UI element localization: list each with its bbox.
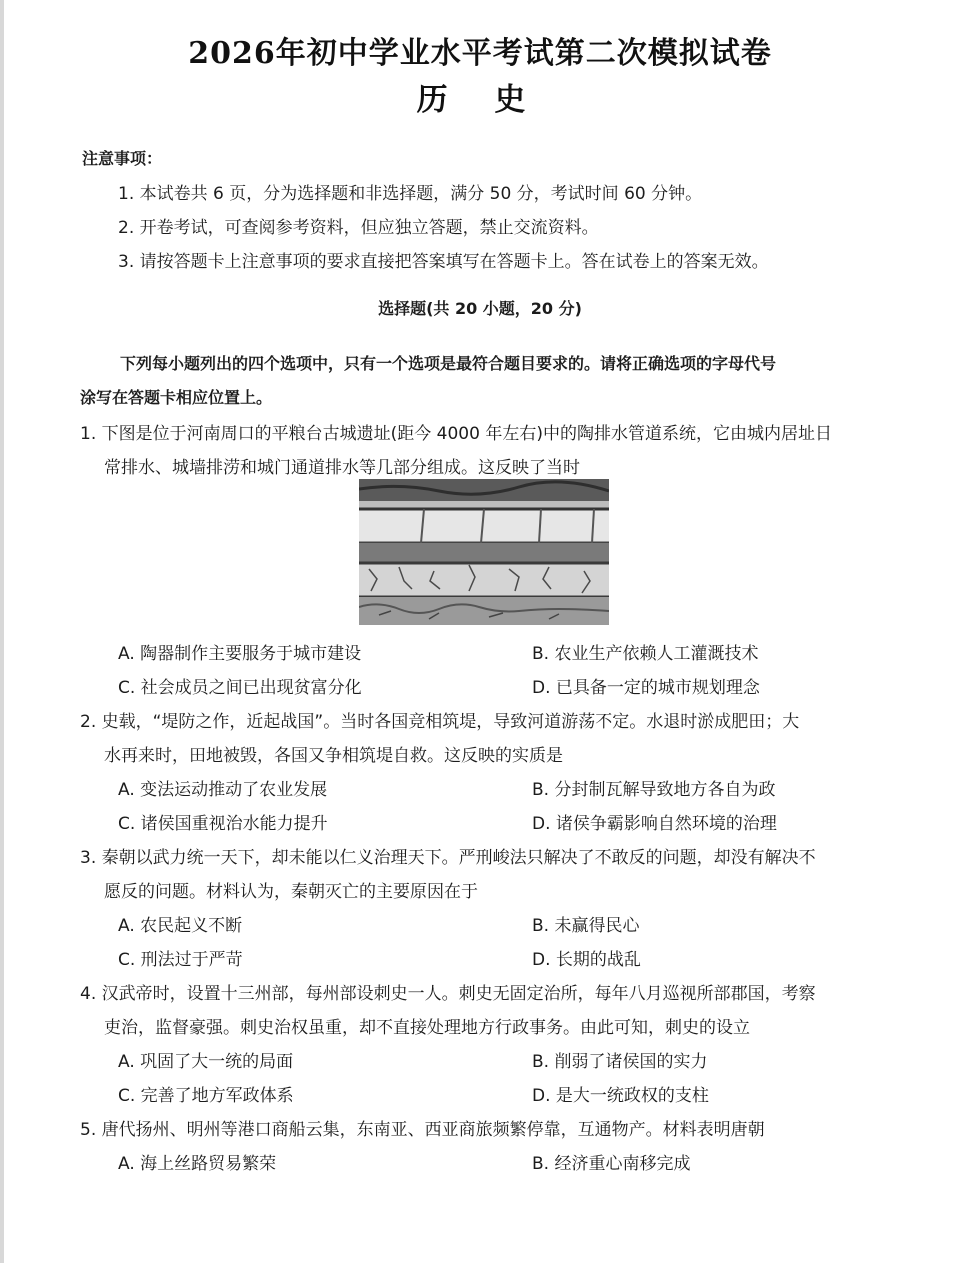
page-edge [0,0,4,1263]
question-stem: 3. 秦朝以武力统一天下，却未能以仁义治理天下。严刑峻法只解决了不敢反的问题，却没有解决不 [80,848,816,868]
option-b: B. 分封制瓦解导致地方各自为政 [532,780,776,800]
option-d: D. 诸侯争霸影响自然环境的治理 [532,814,777,834]
option-a: A. 陶器制作主要服务于城市建设 [118,644,362,664]
option-b: B. 削弱了诸侯国的实力 [532,1052,708,1072]
question-stem: 4. 汉武帝时，设置十三州部，每州部设刺史一人。刺史无固定治所，每年八月巡视所部郡国，考察 [80,984,816,1004]
subject-title: 历 史 [416,82,544,118]
option-c: C. 完善了地方军政体系 [118,1086,294,1106]
option-d: D. 长期的战乱 [532,950,641,970]
question-stem: 1. 下图是位于河南周口的平粮台古城遗址(距今 4000 年左右)中的陶排水管道系统，它由城内居址日 [80,424,832,444]
option-c: C. 刑法过于严苛 [118,950,243,970]
option-d: D. 是大一统政权的支柱 [532,1086,709,1106]
section-instruction: 下列每小题列出的四个选项中，只有一个选项是最符合题目要求的。请将正确选项的字母代号 [120,354,777,373]
option-c: C. 诸侯国重视治水能力提升 [118,814,328,834]
notice-item: 2. 开卷考试，可查阅参考资料，但应独立答题，禁止交流资料。 [118,218,599,238]
option-b: B. 经济重心南移完成 [532,1154,691,1174]
section-heading: 选择题(共 20 小题，20 分) [378,299,582,318]
option-a: A. 农民起义不断 [118,916,243,936]
question-stem: 愿反的问题。材料认为，秦朝灭亡的主要原因在于 [104,882,478,902]
exam-title: 2026年初中学业水平考试第二次模拟试卷 [188,36,772,71]
question-stem: 吏治，监督豪强。刺史治权虽重，却不直接处理地方行政事务。由此可知，刺史的设立 [104,1018,750,1038]
option-a: A. 变法运动推动了农业发展 [118,780,328,800]
notice-item: 3. 请按答题卡上注意事项的要求直接把答案填写在答题卡上。答在试卷上的答案无效。 [118,252,769,272]
notice-heading: 注意事项： [82,149,163,168]
question-stem: 水再来时，田地被毁，各国又争相筑堤自救。这反映的实质是 [104,746,563,766]
option-b: B. 未赢得民心 [532,916,640,936]
question-stem: 2. 史载，“堤防之作，近起战国”。当时各国竞相筑堤，导致河道游荡不定。水退时淤成肥田；大 [80,712,800,732]
drainage-pipe-photo [359,479,609,625]
question-stem: 常排水、城墙排涝和城门通道排水等几部分组成。这反映了当时 [104,458,580,478]
option-b: B. 农业生产依赖人工灌溉技术 [532,644,759,664]
option-c: C. 社会成员之间已出现贫富分化 [118,678,362,698]
section-instruction: 涂写在答题卡相应位置上。 [80,388,273,407]
notice-item: 1. 本试卷共 6 页，分为选择题和非选择题，满分 50 分，考试时间 60 分钟。 [118,184,703,204]
option-a: A. 海上丝路贸易繁荣 [118,1154,277,1174]
option-a: A. 巩固了大一统的局面 [118,1052,294,1072]
question-stem: 5. 唐代扬州、明州等港口商船云集，东南亚、西亚商旅频繁停靠，互通物产。材料表明唐朝 [80,1120,765,1140]
option-d: D. 已具备一定的城市规划理念 [532,678,760,698]
